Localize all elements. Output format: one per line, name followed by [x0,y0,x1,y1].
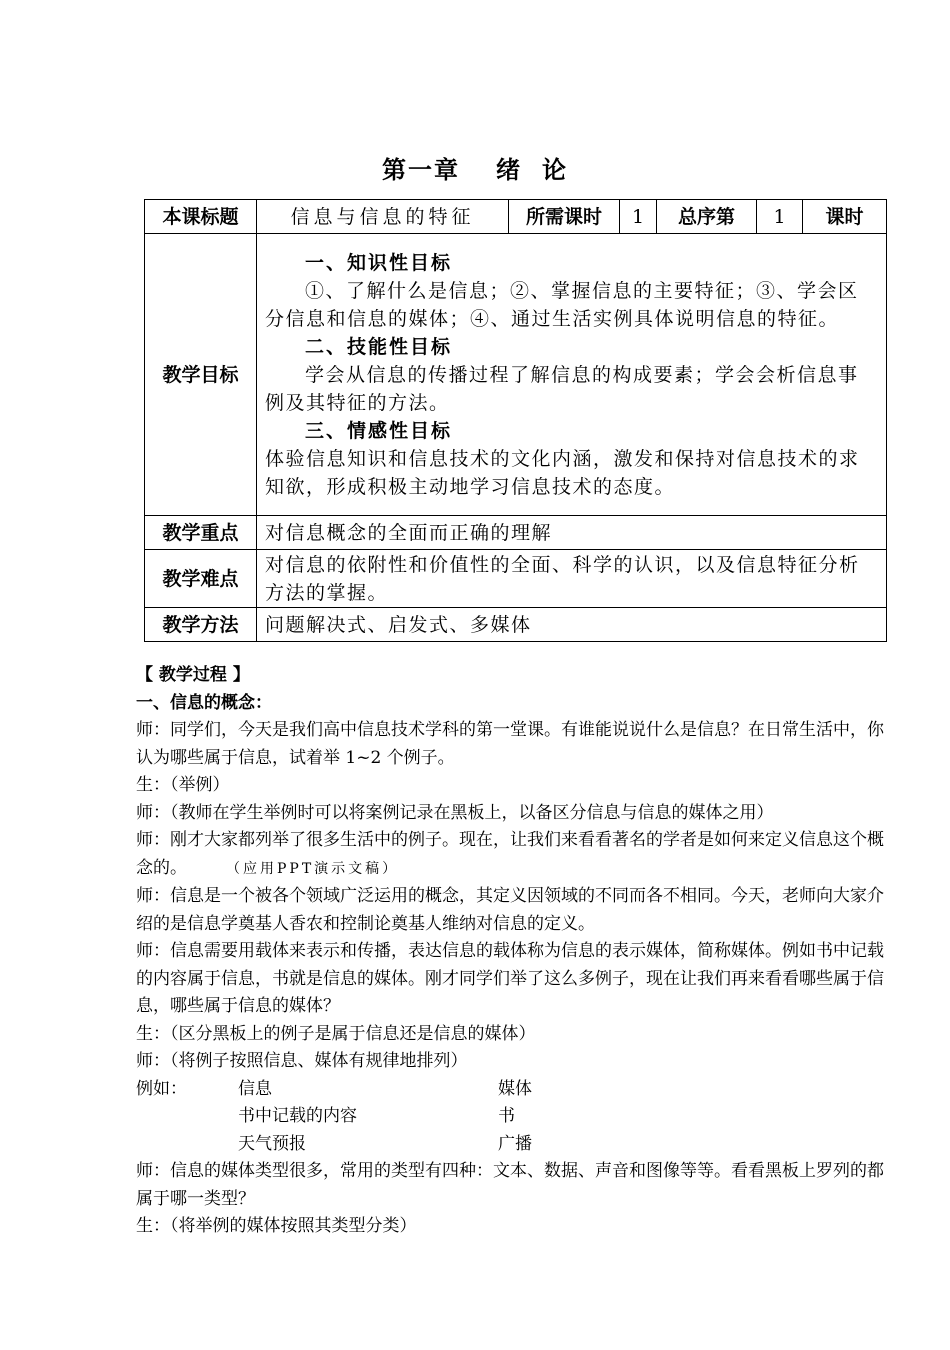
example-media: 书 [498,1106,515,1126]
goals-cell [257,234,887,516]
seq-value: 1 [757,200,803,234]
seq-label: 总序第 [657,200,757,234]
chapter-name-1: 绪 [496,155,522,184]
hours-label: 所需课时 [509,200,620,234]
example-label: 例如： [136,1078,187,1099]
key-value: 对信息概念的全面而正确的理解 [257,516,887,550]
goal3-text: 体验信息知识和信息技术的文化内涵，激发和保持对信息技术的求知欲，形成积极主动地学习信息技术的态度。 [265,447,860,498]
paragraph: 生：（区分黑板上的例子是属于信息还是信息的媒体） [136,1023,536,1044]
hours-value: 1 [620,200,657,234]
paragraph: 师：信息的媒体类型很多，常用的类型有四种：文本、数据、声音和图像等等。看看黑板上罗列的都属于哪一类型？ [136,1161,884,1209]
method-value: 问题解决式、启发式、多媒体 [257,608,887,642]
paragraph [136,827,886,883]
example-media: 媒体 [498,1078,532,1099]
paragraph: 师：信息需要用载体来表示和传播，表达信息的载体称为信息的表示媒体，简称媒体。例如书中记载的内容属于信息，书就是信息的媒体。刚才同学们举了这么多例子，现在让我们再来看看哪些属于信息，哪些属于信息的媒体？ [136,941,884,1016]
method-label: 教学方法 [145,608,257,642]
table-row [145,550,887,608]
ppt-note: （应用PPT演示文稿） [233,860,400,877]
paragraph: 师：（将例子按照信息、媒体有规律地排列） [136,1051,468,1071]
difficulty-label: 教学难点 [145,550,257,608]
goal2-heading: 二、技能性目标 [305,335,453,358]
section-heading: 一、信息的概念： [136,692,272,713]
key-label: 教学重点 [145,516,257,550]
teaching-process [136,662,886,1241]
example-media: 广播 [498,1133,532,1154]
example-info: 天气预报 [238,1133,306,1154]
paragraph: 师：信息是一个被各个领域广泛运用的概念，其定义因领域的不同而各不相同。今天，老师向大家介绍的是信息学奠基人香农和控制论奠基人维纳对信息的定义。 [136,886,884,934]
example-info: 信息 [238,1078,272,1099]
example-info: 书中记载的内容 [238,1106,357,1126]
example-row [136,1103,886,1131]
example-row [136,1131,886,1159]
table-row [145,516,887,550]
goal1-text: ①、了解什么是信息；②、掌握信息的主要特征；③、学会区分信息和信息的媒体；④、通过生活实例具体说明信息的特征。 [265,279,859,330]
topic-value: 信息与信息的特征 [257,200,509,234]
goal1-heading: 一、知识性目标 [305,251,453,274]
chapter-title [0,150,950,185]
difficulty-value: 对信息的依附性和价值性的全面、科学的认识，以及信息特征分析方法的掌握。 [257,550,887,608]
table-row [145,200,887,234]
table-row [145,608,887,642]
paragraph: 师：（教师在学生举例时可以将案例记录在黑板上，以备区分信息与信息的媒体之用） [136,802,774,823]
chapter-number: 第一章 [382,155,460,184]
table-row [145,234,887,516]
lesson-info-table [144,199,887,642]
paragraph: 师：同学们，今天是我们高中信息技术学科的第一堂课。有谁能说说什么是信息？在日常生活中，你认为哪些属于信息，试着举 1~2 个例子。 [136,720,884,768]
paragraph: 生：（举例） [136,775,230,795]
chapter-name-2: 论 [542,155,568,184]
process-heading: 【 教学过程 】 [136,665,250,685]
paragraph-text: 师：刚才大家都列举了很多生活中的例子。现在，让我们来看看著名的学者是如何来定义信息这个概念的。 [136,830,884,878]
seq-unit: 课时 [803,200,887,234]
goals-label: 教学目标 [145,234,257,516]
goal2-text: 学会从信息的传播过程了解信息的构成要素；学会会析信息事例及其特征的方法。 [265,363,859,414]
example-row [136,1076,886,1104]
topic-label: 本课标题 [145,200,257,234]
goal3-heading: 三、情感性目标 [305,419,453,442]
paragraph: 生：（将举例的媒体按照其类型分类） [136,1216,417,1236]
